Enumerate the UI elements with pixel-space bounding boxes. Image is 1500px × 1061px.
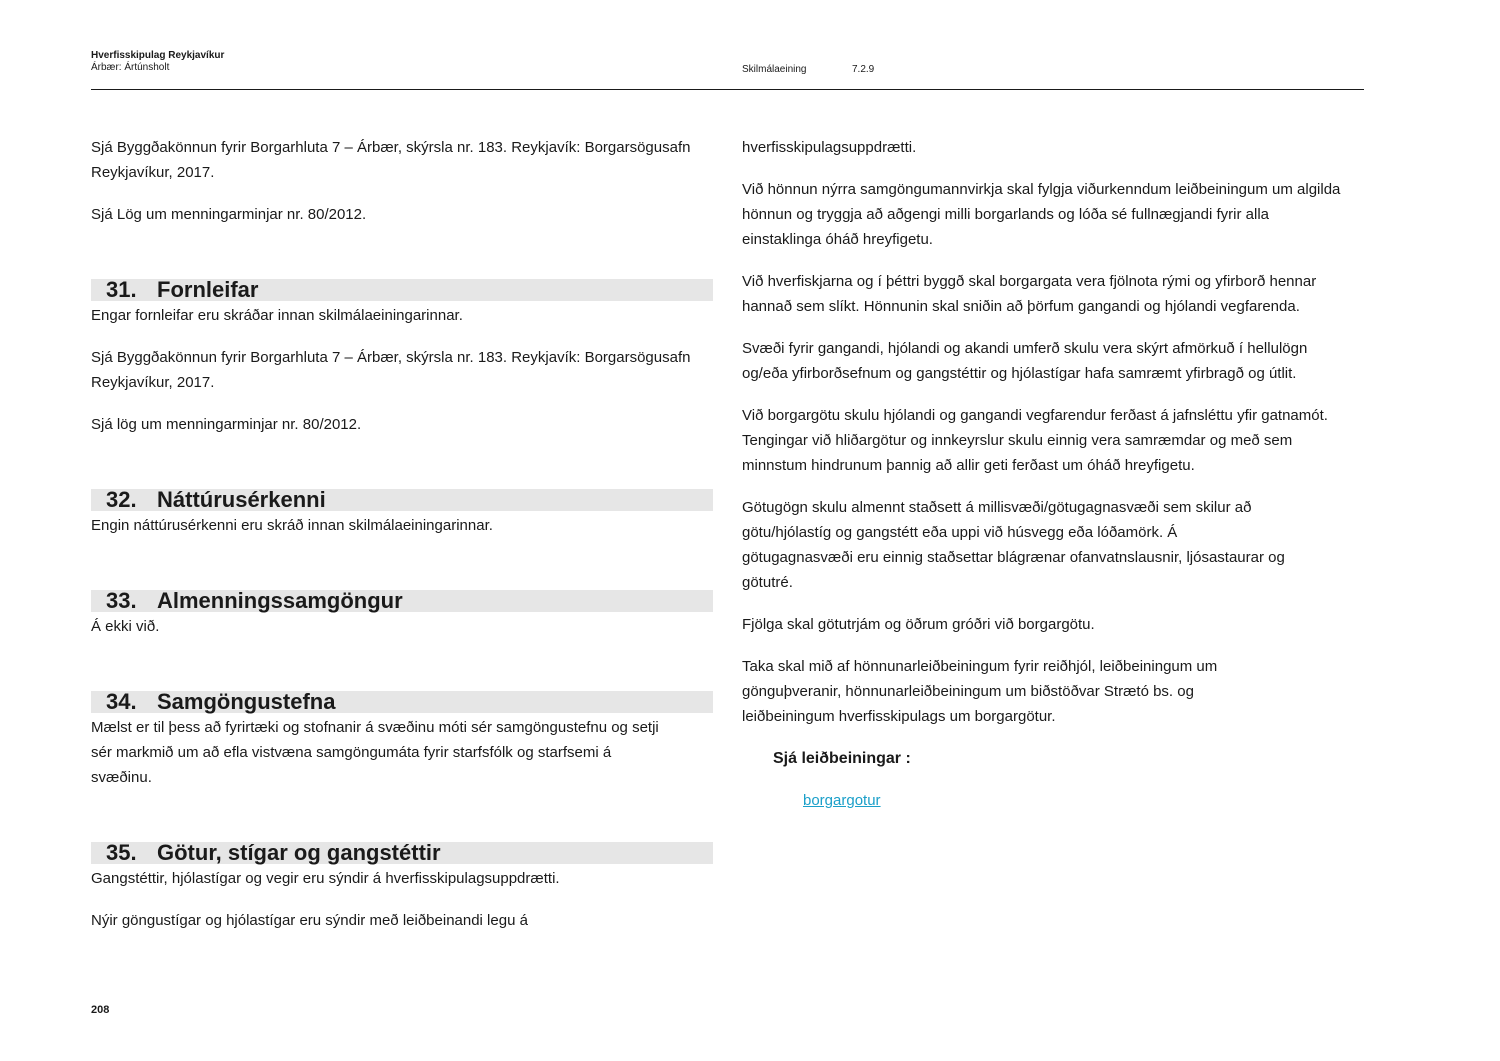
section-31 (91, 279, 713, 437)
section-heading (91, 489, 713, 511)
section-heading (91, 590, 713, 612)
paragraph: Engar fornleifar eru skráðar innan skilmálaeiningarinnar. (91, 307, 463, 324)
paragraph: Við hönnun nýrra samgöngumannvirkja skal fylgja viðurkenndum leiðbeiningum um algilda hönnun og tryggja að aðgengi milli borgarlands og lóða sé fullnægjandi fyrir alla einstaklinga óháð hreyfigetu. (742, 181, 1341, 248)
document-header (91, 50, 224, 74)
paragraph: Götugögn skulu almennt staðsett á millisvæði/götugagnasvæði sem skilur að götu/hjólastíg og gangstétt eða uppi við húsvegg eða lóðamörk. Á götugagnasvæði eru einnig staðsettar blágrænar ofanvatnslausnir, ljósastaurar og götutré. (742, 499, 1285, 591)
section-heading-number: 34. (106, 689, 137, 714)
document-title: Hverfisskipulag Reykjavíkur (91, 50, 225, 61)
paragraph: Fjölga skal götutrjám og öðrum gróðri við borgargötu. (742, 616, 1095, 633)
paragraph: Mælst er til þess að fyrirtæki og stofnanir á svæðinu móti sér samgöngustefnu og setji sér markmið um að efla vistvæna samgöngumáta fyrir starfsfólk og starfsemi á svæðinu. (91, 719, 659, 786)
section-heading (91, 842, 713, 864)
page-number: 208 (91, 1004, 110, 1016)
paragraph: Við borgargötu skulu hjólandi og gangandi vegfarendur ferðast á jafnsléttu yfir gatnamót. Tengingar við hliðargötur og innkeyrslur skulu einnig vera samræmdar og með sem minnstum hindrunum þannig að allir geti ferðast um óháð hreyfigetu. (742, 407, 1328, 474)
section-33 (91, 590, 713, 639)
section-heading (91, 691, 713, 713)
paragraph: hverfisskipulagsuppdrætti. (742, 139, 917, 156)
section-number: 7.2.9 (852, 64, 875, 75)
document-subtitle: Árbær: Ártúnsholt (91, 62, 170, 73)
section-heading-number: 31. (106, 277, 137, 302)
section-heading-title: Götur, stígar og gangstéttir (157, 840, 441, 865)
section-32 (91, 489, 713, 538)
paragraph: Sjá lög um menningarminjar nr. 80/2012. (91, 416, 362, 433)
paragraph: Svæði fyrir gangandi, hjólandi og akandi umferð skulu vera skýrt afmörkuð í hellulögn og/eða yfirborðsefnum og gangstéttir og hjólastígar hafa samræmt yfirbragð og útlit. (742, 340, 1308, 382)
section-heading (91, 279, 713, 301)
paragraph: Við hverfiskjarna og í þéttri byggð skal borgargata vera fjölnota rými og yfirborð hennar hannað sem slíkt. Hönnunin skal sniðin að þörfum gangandi og hjólandi vegfarenda. (742, 273, 1317, 315)
paragraph: Gangstéttir, hjólastígar og vegir eru sýndir á hverfisskipulagsuppdrætti. (91, 870, 560, 887)
left-column (91, 135, 713, 950)
section-heading-number: 35. (106, 840, 137, 865)
section-label: Skilmálaeining (742, 64, 807, 75)
paragraph: Sjá Lög um menningarminjar nr. 80/2012. (91, 206, 367, 223)
section-heading-title: Fornleifar (157, 277, 259, 302)
section-heading-number: 32. (106, 487, 137, 512)
paragraph: Sjá Byggðakönnun fyrir Borgarhluta 7 – Árbær, skýrsla nr. 183. Reykjavík: Borgarsögusafn Reykjavíkur, 2017. (91, 139, 691, 181)
paragraph: Sjá Byggðakönnun fyrir Borgarhluta 7 – Árbær, skýrsla nr. 183. Reykjavík: Borgarsögusafn Reykjavíkur, 2017. (91, 349, 691, 391)
section-35 (91, 842, 713, 933)
section-heading-number: 33. (106, 588, 137, 613)
right-column (742, 135, 1342, 813)
section-heading-title: Náttúrusérkenni (157, 487, 326, 512)
paragraph: Á ekki við. (91, 618, 160, 635)
paragraph: Engin náttúrusérkenni eru skráð innan skilmálaeiningarinnar. (91, 517, 493, 534)
section-heading-title: Almenningssamgöngur (157, 588, 403, 613)
see-guidelines-label: Sjá leiðbeiningar : (773, 750, 911, 767)
paragraph: Nýir göngustígar og hjólastígar eru sýndir með leiðbeinandi legu á (91, 912, 528, 929)
guideline-link-borgargotur[interactable]: borgargotur (803, 792, 881, 809)
header-divider (91, 89, 1364, 90)
paragraph: Taka skal mið af hönnunarleiðbeiningum fyrir reiðhjól, leiðbeiningum um gönguþveranir, hönnunarleiðbeiningum um biðstöðvar Strætó bs. og leiðbeiningum hverfisskipulags um borgargötur. (742, 658, 1218, 725)
section-34 (91, 691, 713, 790)
section-heading-title: Samgöngustefna (157, 689, 336, 714)
